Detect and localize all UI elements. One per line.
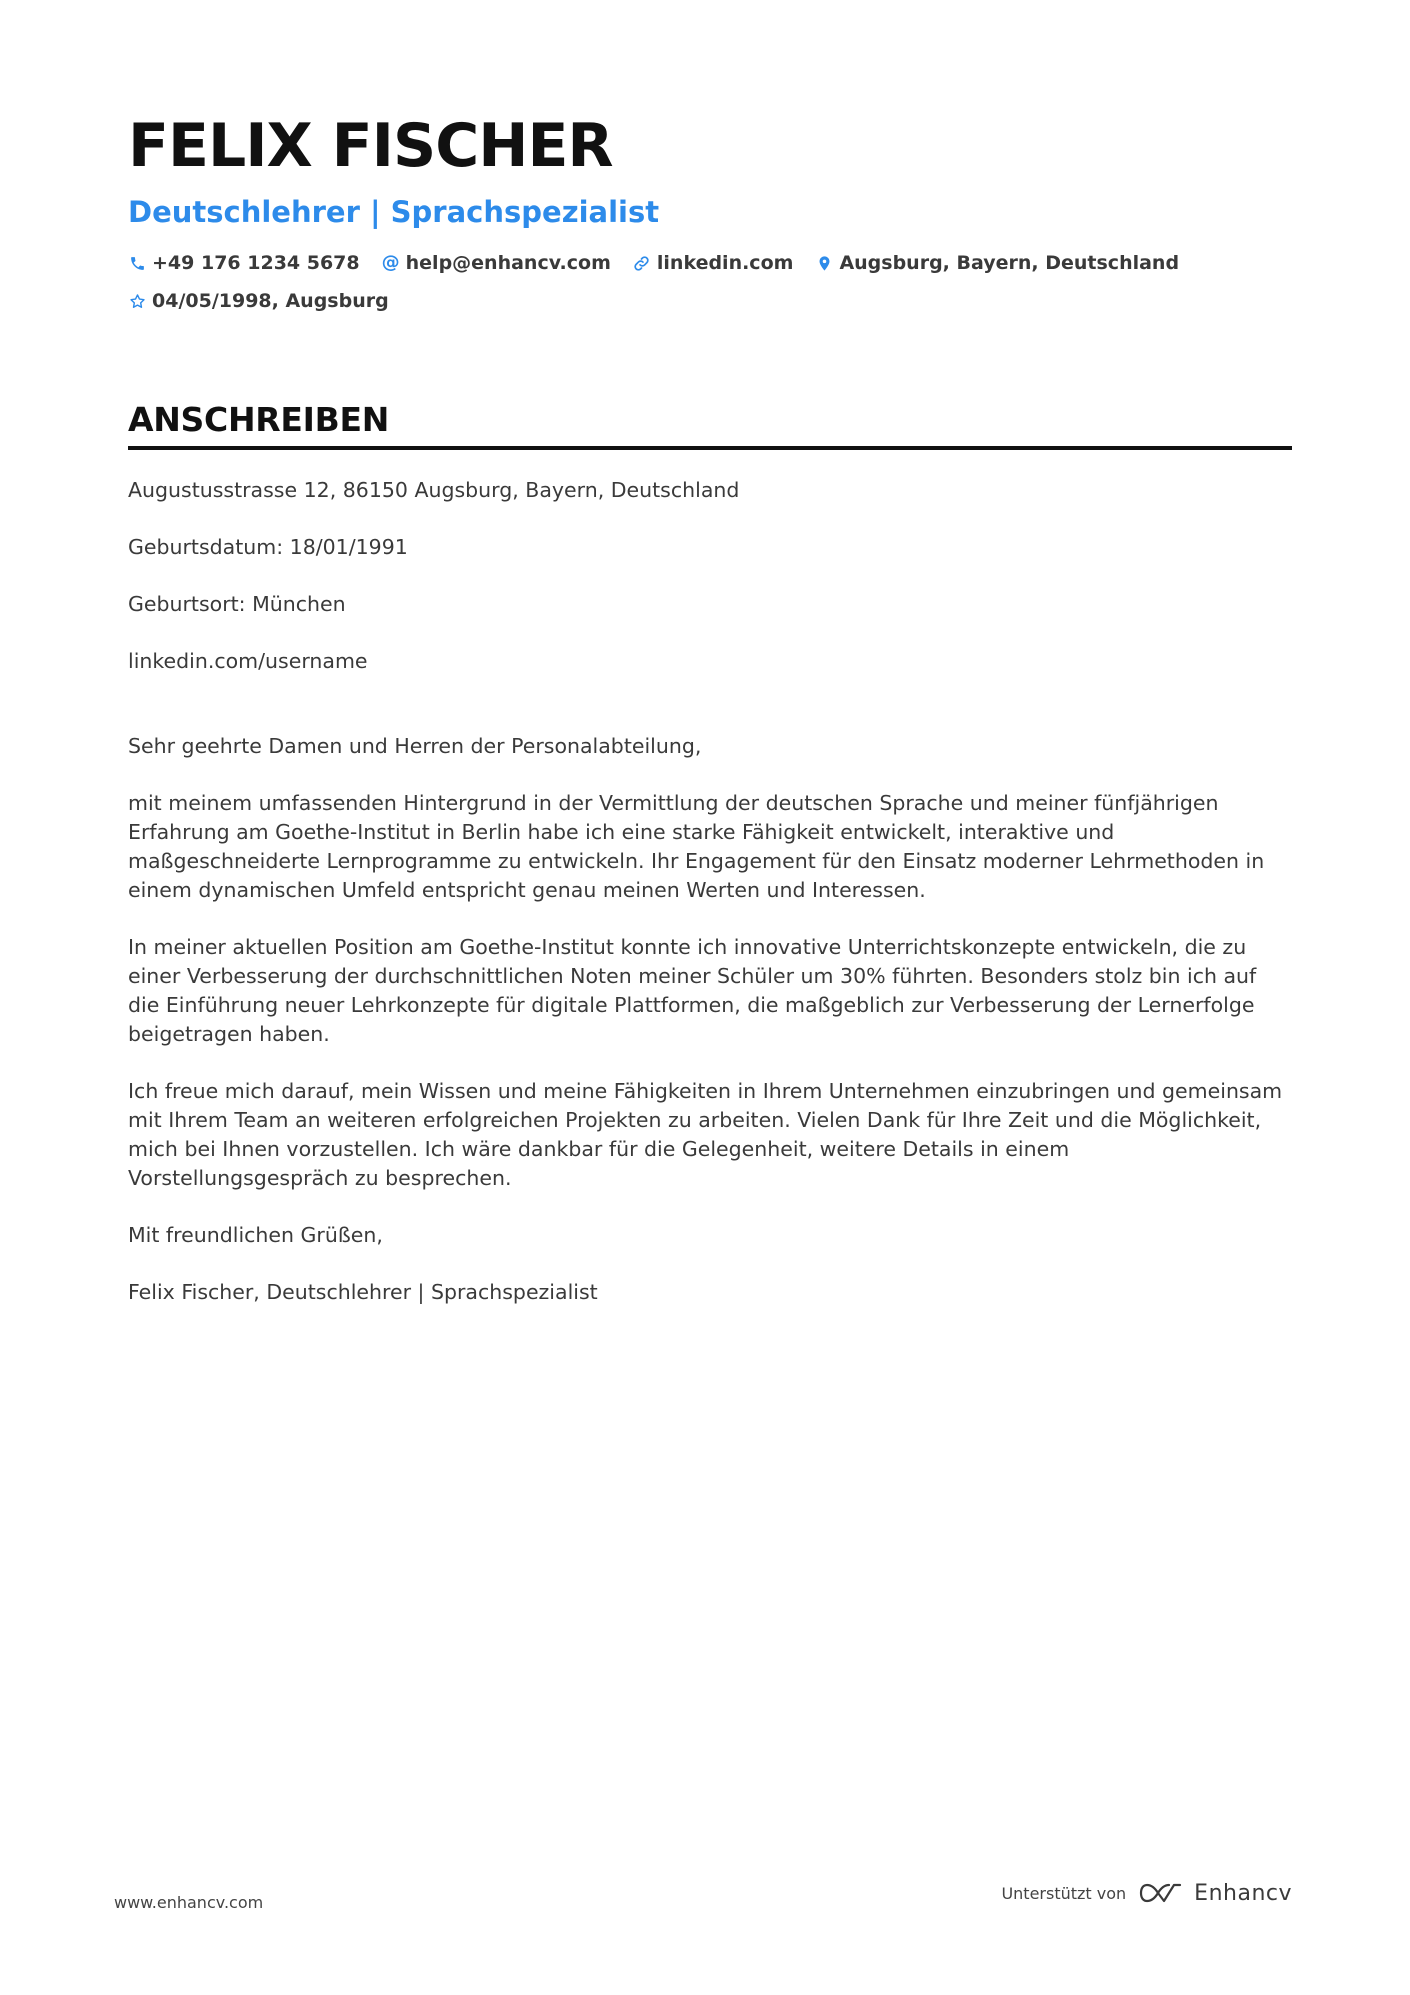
linkedin-url: linkedin.com/username [128, 649, 368, 673]
sender-address: Augustusstrasse 12, 86150 Augsburg, Bayern, Deutschland [128, 478, 740, 502]
birth-date: Geburtsdatum: 18/01/1991 [128, 535, 408, 559]
contact-birth [128, 288, 389, 314]
contact-phone [128, 250, 360, 276]
at-icon: @ [381, 252, 400, 273]
contact-list [128, 250, 1228, 314]
enhancv-logo-text: Enhancv [1194, 1880, 1292, 1906]
link-icon [633, 254, 651, 272]
contact-linkedin [633, 250, 794, 276]
enhancv-logo [1138, 1880, 1292, 1906]
enhancv-logo-icon [1138, 1880, 1184, 1906]
phone-icon [128, 254, 146, 272]
paragraph: In meiner aktuellen Position am Goethe-Institut konnte ich innovative Unterrichtskonzepte entwickeln, die zu einer Verbesserung der durchschnittlichen Noten meiner Schüler um 30% führten. Besonders stolz bin ich auf die Einführung neuer Lehrkonzepte für digitale Plattformen, die maßgeblich zur Verbesserung der Lernerfolge beigetragen haben. [128, 935, 1257, 1046]
birth-place: Geburtsort: München [128, 592, 346, 616]
contact-birth-text: 04/05/1998, Augsburg [152, 290, 389, 312]
section-title: ANSCHREIBEN [128, 400, 390, 439]
contact-email [382, 250, 611, 276]
contact-linkedin-text: linkedin.com [656, 252, 794, 274]
contact-email-text: help@enhancv.com [405, 252, 611, 274]
location-icon [815, 254, 833, 272]
applicant-name: FELIX FISCHER [128, 111, 613, 181]
footer-branding [1001, 1880, 1292, 1906]
cover-letter-page [128, 110, 1292, 1335]
contact-location [815, 250, 1179, 276]
powered-by-label: Unterstützt von [1001, 1883, 1127, 1903]
paragraph: Ich freue mich darauf, mein Wissen und meine Fähigkeiten in Ihrem Unternehmen einzubringen und gemeinsam mit Ihrem Team an weiteren erfolgreichen Projekten zu arbeiten. Vielen Dank für Ihre Zeit und die Möglichkeit, mich bei Ihnen vorzustellen. Ich wäre dankbar für die Gelegenheit, weitere Details in einem Vorstellungsgespräch zu besprechen. [128, 1079, 1283, 1190]
paragraph: mit meinem umfassenden Hintergrund in der Vermittlung der deutschen Sprache und meiner fünfjährigen Erfahrung am Goethe-Institut in Berlin habe ich eine starke Fähigkeit entwickelt, interaktive und maßgeschneiderte Lernprogramme zu entwickeln. Ihr Engagement für den Einsatz moderner Lehrmethoden in einem dynamischen Umfeld entspricht genau meinen Werten und Interessen. [128, 791, 1265, 902]
closing: Mit freundlichen Grüßen, [128, 1223, 383, 1247]
contact-location-text: Augsburg, Bayern, Deutschland [839, 252, 1180, 274]
contact-phone-text: +49 176 1234 5678 [152, 252, 360, 274]
salutation: Sehr geehrte Damen und Herren der Personalabteilung, [128, 734, 702, 758]
applicant-title: Deutschlehrer | Sprachspezialist [128, 195, 660, 229]
section-divider [128, 446, 1292, 450]
star-icon [128, 292, 146, 310]
footer-website[interactable]: www.enhancv.com [114, 1893, 264, 1912]
letter-body [128, 476, 1292, 1307]
signature: Felix Fischer, Deutschlehrer | Sprachspezialist [128, 1280, 598, 1304]
